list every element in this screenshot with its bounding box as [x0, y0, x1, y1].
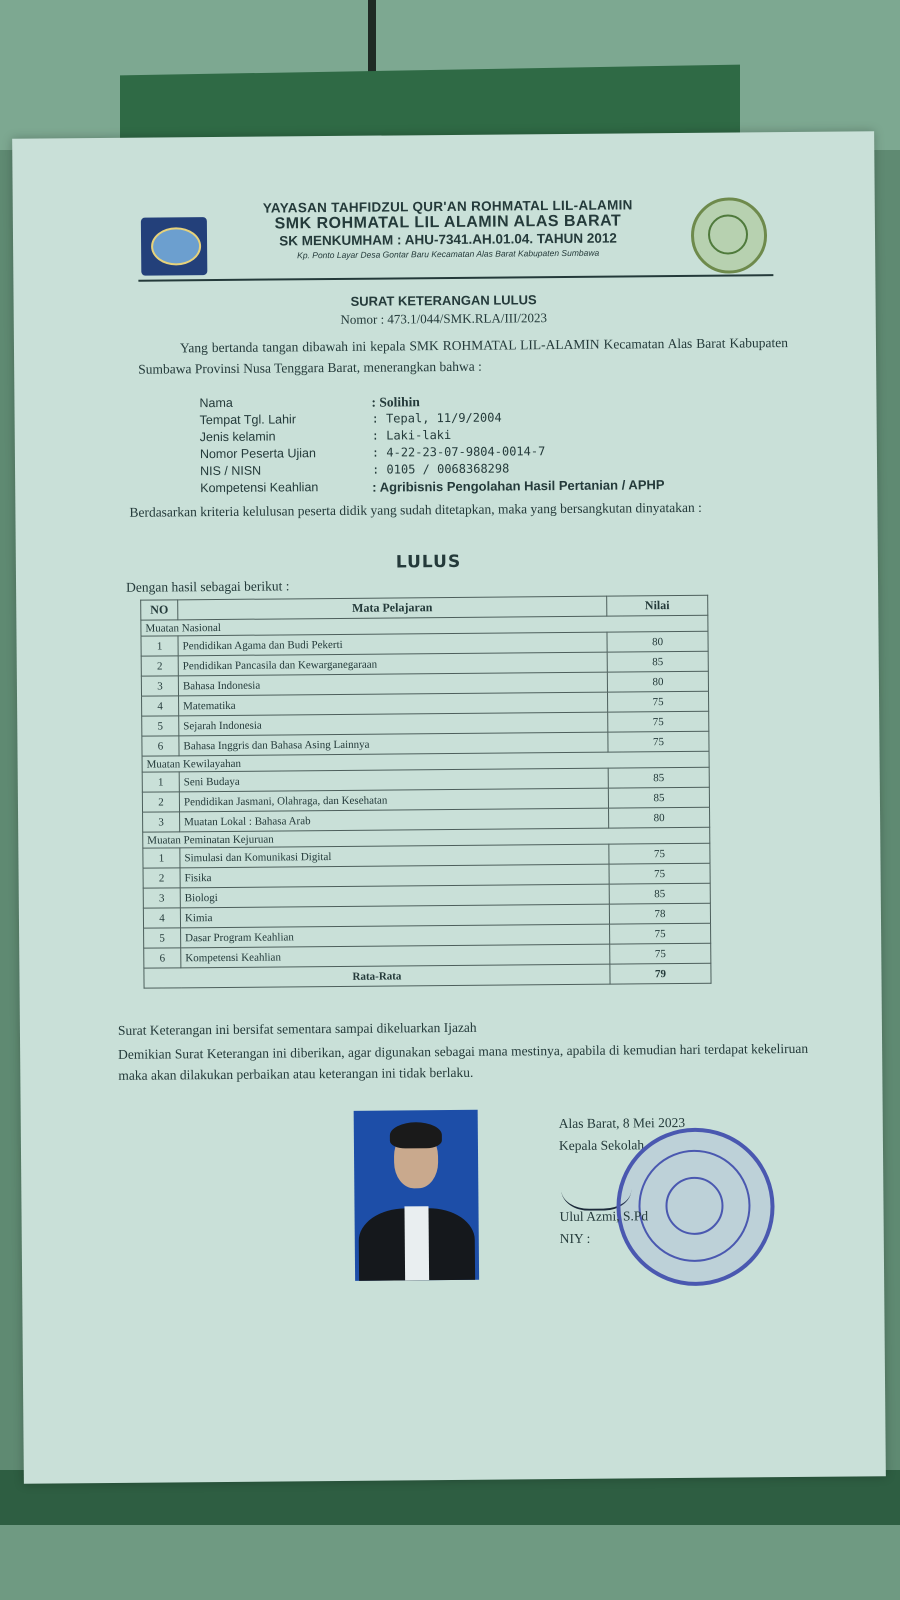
- row-no: 2: [143, 868, 180, 888]
- row-subject: Biologi: [180, 884, 609, 908]
- signature-role: Kepala Sekolah: [558, 1137, 645, 1154]
- certificate-paper: [12, 131, 886, 1483]
- row-value: 75: [609, 843, 710, 864]
- col-header-no: NO: [141, 600, 178, 620]
- row-value: 80: [607, 671, 708, 692]
- exam-number-label: Nomor Peserta Ujian: [199, 446, 316, 462]
- intro-paragraph: Yang bertanda tangan dibawah ini kepala SMK ROHMATAL LIL-ALAMIN Kecamatan Alas Barat Kabupaten Sumbawa Provinsi Nusa Tenggara Barat, menerangkan bahwa :: [138, 335, 789, 377]
- row-subject: Pendidikan Pancasila dan Kewarganegaraan: [178, 652, 607, 676]
- birth-label: Tempat Tgl. Lahir: [199, 412, 297, 428]
- row-value: 85: [607, 651, 708, 672]
- row-no: 4: [142, 696, 179, 716]
- section-heading: Muatan Kewilayahan: [142, 751, 709, 772]
- letterhead-divider: [138, 274, 773, 282]
- row-value: 85: [608, 767, 709, 788]
- row-no: 5: [142, 716, 179, 736]
- row-value: 75: [608, 731, 709, 752]
- result-heading: LULUS: [395, 551, 462, 573]
- nis-label: NIS / NISN: [199, 463, 262, 479]
- competency-value: : Agribisnis Pengolahan Hasil Pertanian / APHP: [372, 477, 665, 495]
- student-photo: [354, 1110, 479, 1281]
- row-subject: Bahasa Inggris dan Bahasa Asing Lainnya: [179, 732, 608, 756]
- principal-niy: NIY :: [559, 1230, 591, 1247]
- signature-place-date: Alas Barat, 8 Mei 2023: [558, 1114, 686, 1132]
- school-seal-icon: [691, 197, 768, 274]
- school-name: SMK ROHMATAL LIL ALAMIN ALAS BARAT: [274, 212, 622, 233]
- row-no: 6: [142, 736, 179, 756]
- row-subject: Pendidikan Jasmani, Olahraga, dan Kesehatan: [179, 788, 608, 812]
- row-no: 3: [143, 888, 180, 908]
- background-surface: [0, 1525, 900, 1600]
- row-no: 2: [142, 792, 179, 812]
- competency-label: Kompetensi Keahlian: [200, 480, 319, 496]
- name-value: : Solihin: [371, 394, 420, 410]
- letterhead: [218, 197, 679, 261]
- document-title: SURAT KETERANGAN LULUS: [350, 292, 537, 309]
- row-subject: Muatan Lokal : Bahasa Arab: [180, 808, 609, 832]
- row-value: 75: [610, 923, 711, 944]
- row-no: 3: [143, 812, 180, 832]
- section-heading: Muatan Nasional: [141, 615, 708, 636]
- row-value: 80: [607, 631, 708, 652]
- row-subject: Sejarah Indonesia: [179, 712, 608, 736]
- row-subject: Dasar Program Keahlian: [181, 924, 610, 948]
- birth-value: : Tepal, 11/9/2004: [371, 410, 502, 426]
- row-value: 75: [609, 863, 710, 884]
- nis-value: : 0105 / 0068368298: [371, 461, 510, 477]
- row-no: 1: [143, 848, 180, 868]
- row-subject: Seni Budaya: [179, 768, 608, 792]
- row-value: 85: [609, 883, 710, 904]
- row-no: 5: [144, 928, 181, 948]
- row-subject: Fisika: [180, 864, 609, 888]
- name-label: Nama: [199, 395, 233, 411]
- row-no: 2: [141, 656, 178, 676]
- average-row: [144, 963, 711, 988]
- average-value: 79: [610, 963, 711, 984]
- row-subject: Pendidikan Agama dan Budi Pekerti: [178, 632, 607, 656]
- row-no: 6: [144, 948, 181, 968]
- row-subject: Kompetensi Keahlian: [181, 944, 610, 968]
- row-value: 75: [607, 691, 708, 712]
- col-header-value: Nilai: [607, 595, 708, 616]
- gender-value: : Laki-laki: [371, 427, 452, 443]
- regional-emblem-icon: [141, 217, 208, 276]
- row-subject: Simulasi dan Komunikasi Digital: [180, 844, 609, 868]
- principal-name: Ulul Azmi, S.Pd: [559, 1208, 649, 1225]
- average-label: Rata-Rata: [144, 964, 610, 988]
- row-no: 1: [141, 636, 178, 656]
- closing-paragraph: Demikian Surat Keterangan ini diberikan, agar digunakan sebagai mana mestinya, apabila di kemudian hari terdapat kekeliruan maka akan dilakukan perbaikan atau keterangan ini tidak berlaku.: [118, 1040, 809, 1083]
- results-intro: Dengan hasil sebagai berikut :: [126, 578, 290, 595]
- row-value: 80: [609, 807, 710, 828]
- row-no: 1: [142, 772, 179, 792]
- gender-label: Jenis kelamin: [199, 429, 276, 445]
- exam-number-value: : 4-22-23-07-9804-0014-7: [371, 444, 546, 460]
- row-value: 85: [608, 787, 709, 808]
- decree-number: SK MENKUMHAM : AHU-7341.AH.01.04. TAHUN 2012: [279, 230, 617, 249]
- section-heading: Muatan Peminatan Kejuruan: [143, 827, 710, 848]
- row-subject: Kimia: [180, 904, 609, 928]
- criteria-paragraph: Berdasarkan kriteria kelulusan peserta didik yang sudah ditetapkan, maka yang bersangkutan dinyatakan :: [129, 499, 702, 520]
- grades-table: [140, 595, 711, 989]
- document-number: Nomor : 473.1/044/SMK.RLA/III/2023: [340, 310, 548, 327]
- row-subject: Matematika: [179, 692, 608, 716]
- row-no: 3: [141, 676, 178, 696]
- student-details: [199, 391, 664, 497]
- row-value: 75: [608, 711, 709, 732]
- school-address: Kp. Ponto Layar Desa Gontar Baru Kecamatan Alas Barat Kabupaten Sumbawa: [297, 247, 600, 261]
- school-stamp-icon: [616, 1127, 775, 1286]
- row-value: 78: [609, 903, 710, 924]
- row-subject: Bahasa Indonesia: [178, 672, 607, 696]
- temporary-note: Surat Keterangan ini bersifat sementara sampai dikeluarkan Ijazah: [117, 1019, 477, 1038]
- foundation-name: YAYASAN TAHFIDZUL QUR'AN ROHMATAL LIL-ALAMIN: [262, 197, 633, 216]
- col-header-subject: Mata Pelajaran: [178, 596, 607, 620]
- row-no: 4: [143, 908, 180, 928]
- row-value: 75: [610, 943, 711, 964]
